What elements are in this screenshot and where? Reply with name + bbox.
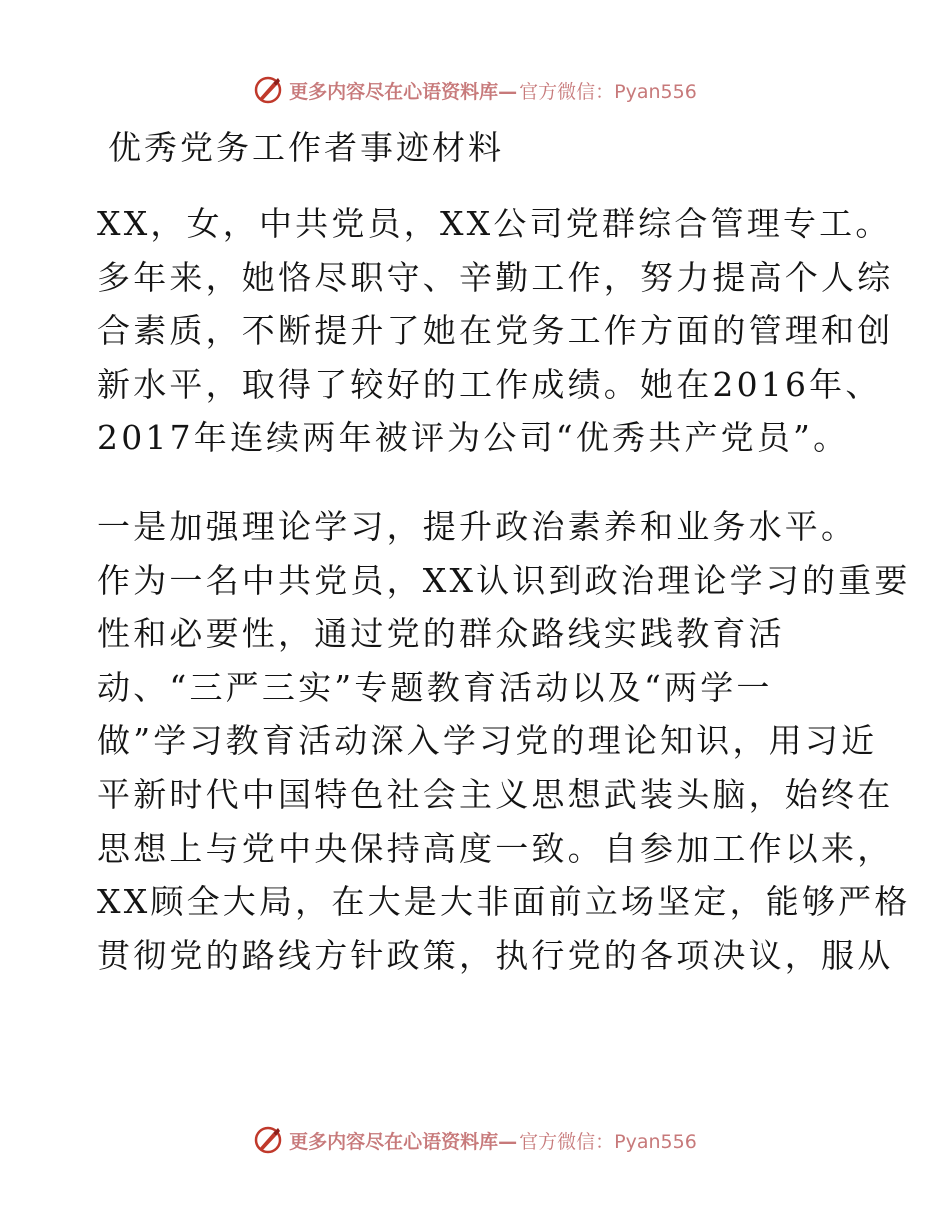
text-line: 做”学习教育活动深入学习党的理论知识，用习近 <box>97 721 878 761</box>
text-line: 思想上与党中央保持高度一致。自参加工作以来， <box>97 828 894 868</box>
pen-logo-icon <box>253 1125 283 1155</box>
footer-banner-wechat: 官方微信：Pyan556 <box>519 1130 697 1153</box>
document-title: 优秀党务工作者事迹材料 <box>108 128 504 167</box>
text-line: XX，女，中共党员，XX公司党群综合管理专工。 <box>97 204 892 243</box>
header-banner-wechat: 官方微信：Pyan556 <box>519 80 697 103</box>
text-line: 平新时代中国特色社会主义思想武装头脑，始终在 <box>97 774 894 814</box>
text-line: 一是加强理论学习，提升政治素养和业务水平。 <box>97 507 858 546</box>
text-line: 2017年连续两年被评为公司“优秀共产党员”。 <box>97 418 850 458</box>
header-banner <box>0 73 950 107</box>
text-line: 新水平，取得了较好的工作成绩。她在2016年、 <box>97 364 882 404</box>
text-line: XX顾全大局，在大是大非面前立场坚定，能够严格 <box>97 882 911 922</box>
footer-banner <box>0 1123 950 1157</box>
text-line: 多年来，她恪尽职守、辛勤工作，努力提高个人综 <box>97 257 894 297</box>
pen-logo-icon <box>253 75 283 105</box>
text-line: 合素质，不断提升了她在党务工作方面的管理和创 <box>97 311 894 351</box>
header-banner-text: 更多内容尽在心语资料库— <box>289 80 518 103</box>
paragraph-theory-study <box>97 500 911 982</box>
text-line: 作为一名中共党员，XX认识到政治理论学习的重要 <box>97 560 911 600</box>
paragraph-intro <box>97 197 894 465</box>
footer-banner-text: 更多内容尽在心语资料库— <box>289 1130 518 1153</box>
text-line: 性和必要性，通过党的群众路线实践教育活 <box>97 614 785 654</box>
text-line: 贯彻党的路线方针政策，执行党的各项决议，服从 <box>97 935 894 975</box>
text-line: 动、“三严三实”专题教育活动以及“两学一 <box>97 667 773 707</box>
